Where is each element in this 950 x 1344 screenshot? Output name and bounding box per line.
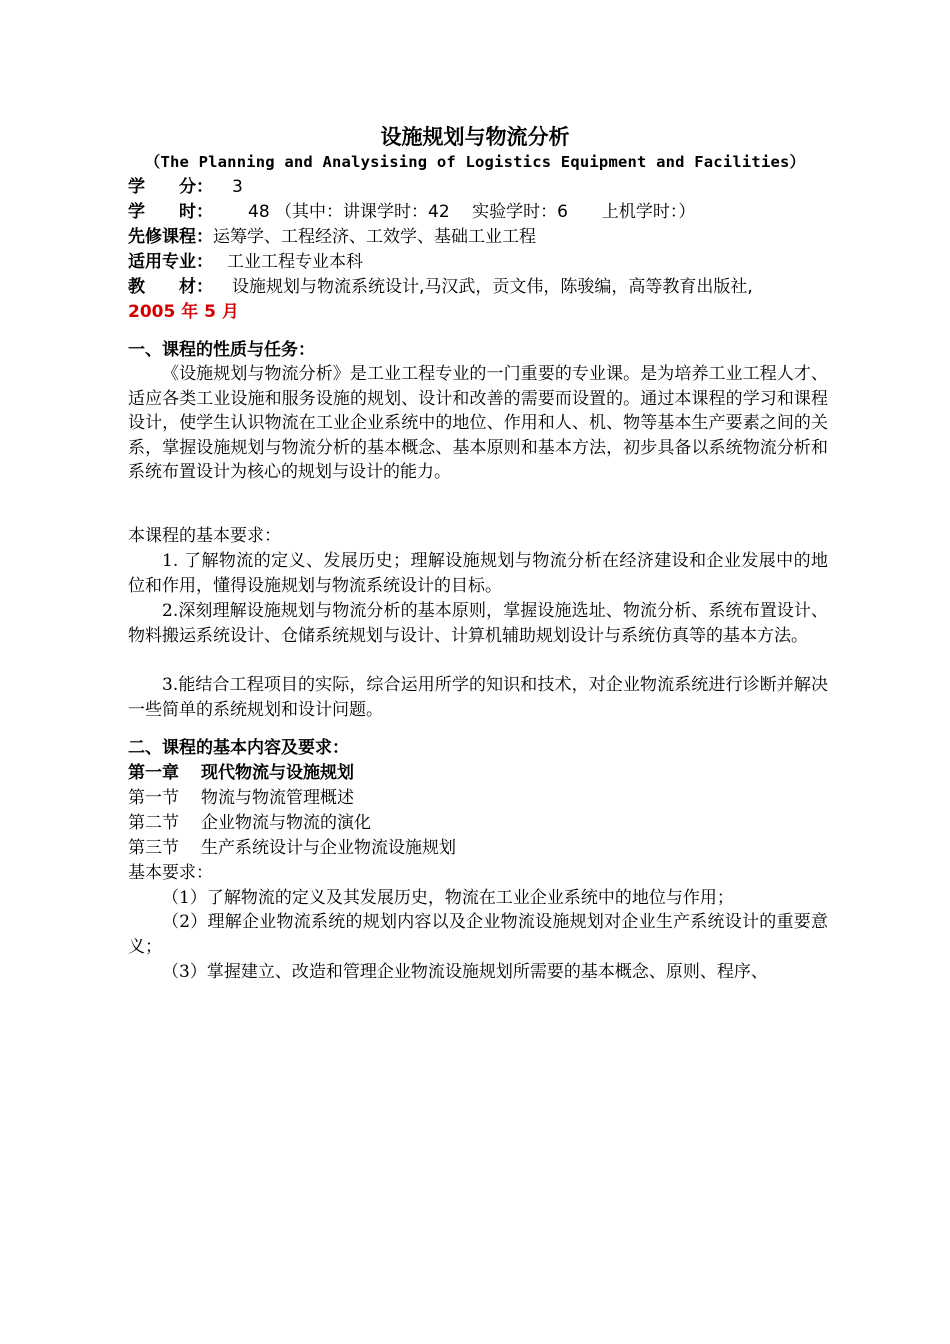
hours-value: 48 （其中：讲课学时：42 实验学时：6 上机学时：） xyxy=(248,202,696,222)
section-2-title: 企业物流与物流的演化 xyxy=(201,813,371,833)
requirement-2: 2.深刻理解设施规划与物流分析的基本原则，掌握设施选址、物流分析、系统布置设计、物料搬运系统设计、仓储系统规划与设计、计算机辅助规划设计与系统仿真等的基本方法。 xyxy=(128,601,828,646)
chapter-1-title: 现代物流与设施规划 xyxy=(201,763,354,783)
chapter-1-number: 第一章 xyxy=(128,763,179,783)
chapter-1-requirement-1: （1）了解物流的定义及其发展历史，物流在工业企业系统中的地位与作用； xyxy=(162,888,734,908)
prerequisite-value: 运筹学、工程经济、工效学、基础工业工程 xyxy=(213,227,536,247)
course-subtitle-english: （The Planning and Analysising of Logistics Equipment and Facilities） xyxy=(144,153,806,171)
section1-heading: 一、课程的性质与任务： xyxy=(128,340,315,360)
chapter-1-heading xyxy=(128,761,354,785)
chapter-1-section-2 xyxy=(128,811,371,835)
textbook-row xyxy=(128,275,753,299)
requirement-3: 3.能结合工程项目的实际，综合运用所学的知识和技术，对企业物流系统进行诊断并解决一些简单的系统规划和设计问题。 xyxy=(128,675,828,720)
section-3-title: 生产系统设计与企业物流设施规划 xyxy=(201,838,456,858)
chapter-1-section-3 xyxy=(128,836,456,860)
credits-label: 学 分： xyxy=(128,177,213,197)
textbook-label: 教 材： xyxy=(128,277,213,297)
hours-label: 学 时： xyxy=(128,202,213,222)
section1-paragraph: 《设施规划与物流分析》是工业工程专业的一门重要的专业课。是为培养工业工程人才、适应各类工业设施和服务设施的规划、设计和改善的需要而设置的。通过本课程的学习和课程设计，使学生认识物流在工业企业系统中的地位、作用和人、机、物等基本生产要素之间的关系，掌握设施规划与物流分析的基本概念、基本原则和基本方法，初步具备以系统物流分析和系统布置设计为核心的规划与设计的能力。 xyxy=(128,364,828,482)
credits-value: 3 xyxy=(232,177,243,197)
major-label: 适用专业： xyxy=(128,252,213,272)
credits-row xyxy=(128,175,243,199)
section2-heading: 二、课程的基本内容及要求： xyxy=(128,738,349,758)
chapter-1-requirement-2: （2）理解企业物流系统的规划内容以及企业物流设施规划对企业生产系统设计的重要意义； xyxy=(128,912,828,957)
requirements-intro: 本课程的基本要求： xyxy=(128,526,281,546)
requirement-1: 1. 了解物流的定义、发展历史；理解设施规划与物流分析在经济建设和企业发展中的地位和作用，懂得设施规划与物流系统设计的目标。 xyxy=(128,551,828,596)
major-value: 工业工程专业本科 xyxy=(227,252,363,272)
textbook-date: 2005 年 5 月 xyxy=(128,302,239,322)
major-row xyxy=(128,250,363,274)
section-1-number: 第一节 xyxy=(128,788,179,808)
section-1-title: 物流与物流管理概述 xyxy=(201,788,354,808)
hours-row xyxy=(128,200,695,224)
prerequisite-row xyxy=(128,225,536,249)
chapter-1-section-1 xyxy=(128,786,354,810)
course-title: 设施规划与物流分析 xyxy=(380,125,570,149)
textbook-value: 设施规划与物流系统设计,马汉武，贡文伟，陈骏编，高等教育出版社, xyxy=(232,277,753,297)
section-3-number: 第三节 xyxy=(128,838,179,858)
basic-requirements-label: 基本要求： xyxy=(128,863,213,883)
prerequisite-label: 先修课程： xyxy=(128,227,213,247)
section-2-number: 第二节 xyxy=(128,813,179,833)
chapter-1-requirement-3: （3）掌握建立、改造和管理企业物流设施规划所需要的基本概念、原则、程序、 xyxy=(162,962,768,982)
